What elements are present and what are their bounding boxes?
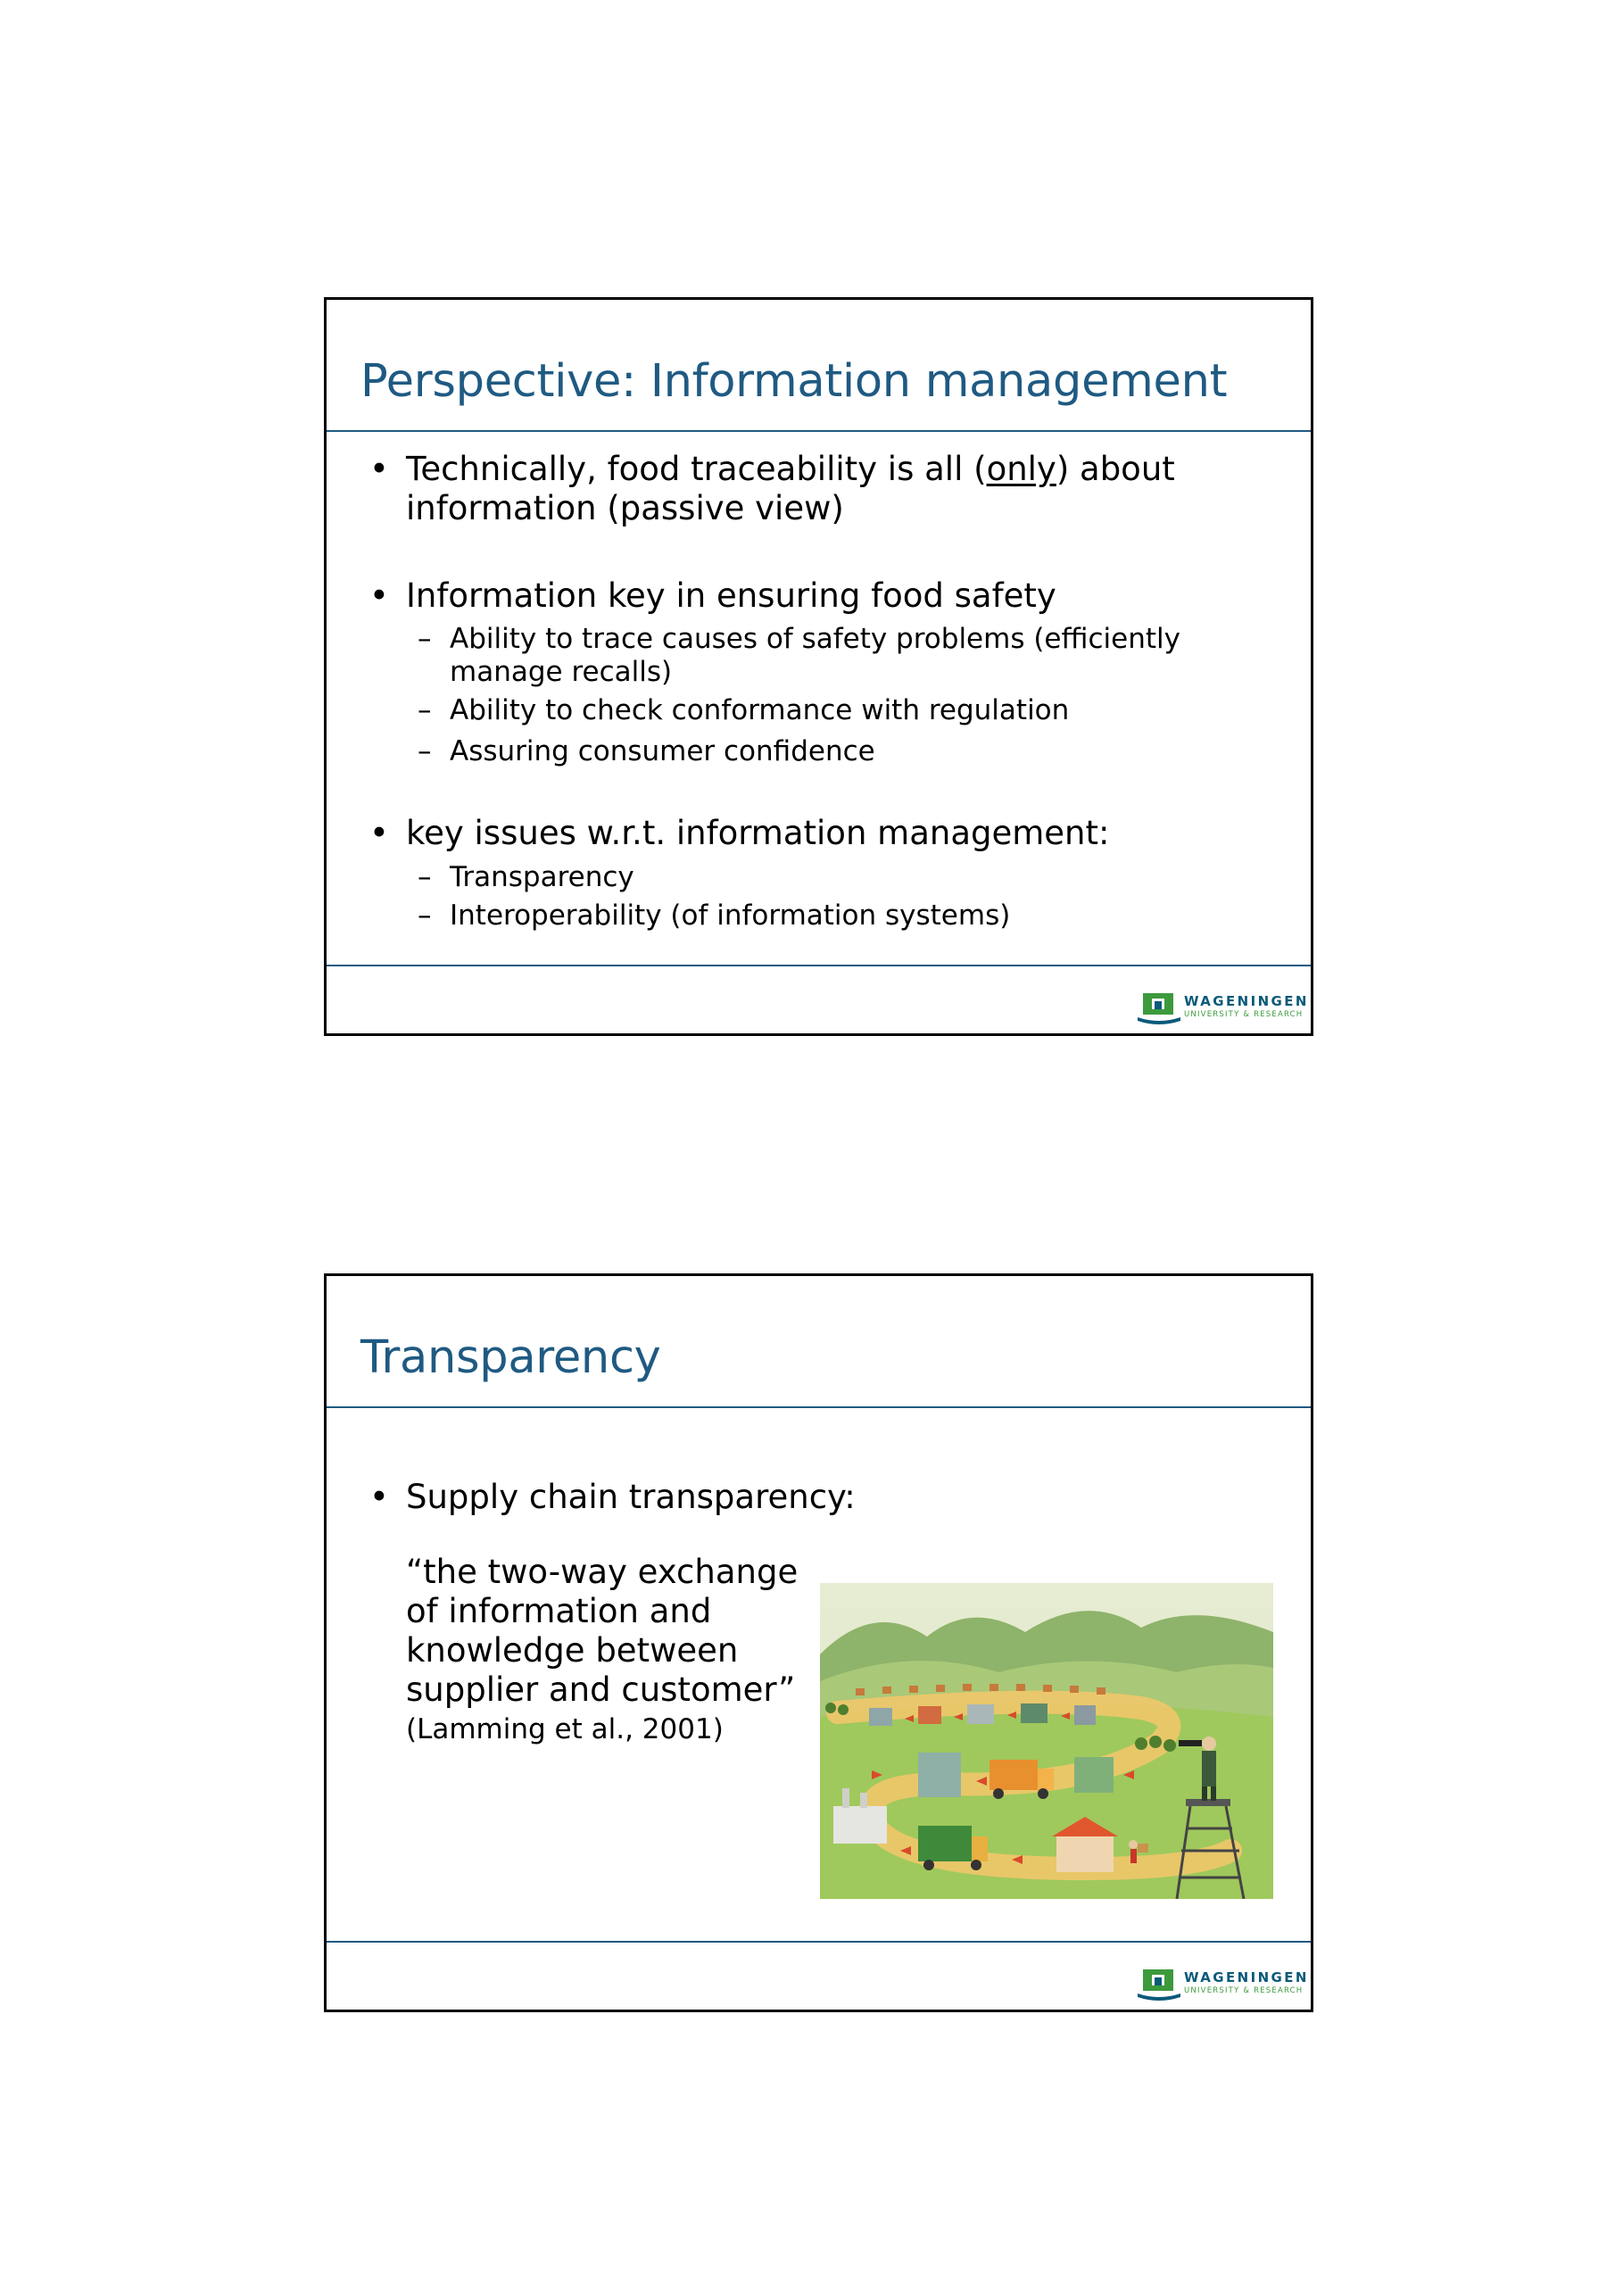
- logo-subtitle: UNIVERSITY & RESEARCH: [1184, 1010, 1304, 1019]
- definition-quote: “the two-way exchange of information and knowledge between supplier and customer”: [406, 1553, 799, 1709]
- dash-icon: –: [418, 735, 432, 767]
- bullet-dot-icon: •: [369, 1478, 389, 1516]
- footer-divider: [327, 965, 1311, 966]
- footer-divider: [327, 1941, 1311, 1943]
- citation: (Lamming et al., 2001): [406, 1713, 724, 1745]
- slide-transparency: [324, 1273, 1313, 2012]
- bullet-dot-icon: •: [369, 576, 389, 615]
- dash-icon: –: [418, 694, 432, 726]
- slide-information-management: [324, 297, 1313, 1036]
- bullet-text: key issues w.r.t. information management:: [406, 814, 1110, 852]
- bullet-text: Technically, food traceability is all (only) about information (passive view): [406, 450, 1175, 527]
- bullet-text: Information key in ensuring food safety: [406, 576, 1056, 615]
- dash-icon: –: [418, 861, 432, 893]
- sub-bullet-text: Interoperability (of information systems): [450, 899, 1011, 932]
- sub-bullet-text: Ability to trace causes of safety problems (efficiently manage recalls): [450, 623, 1180, 688]
- supply-chain-illustration: [820, 1583, 1273, 1899]
- sub-bullet-text: Ability to check conformance with regulation: [450, 694, 1070, 726]
- dash-icon: –: [418, 899, 432, 932]
- bullet-dot-icon: •: [369, 814, 389, 852]
- wageningen-logo: [1138, 1967, 1309, 2001]
- logo-subtitle: UNIVERSITY & RESEARCH: [1184, 1986, 1304, 1995]
- bullet-dot-icon: •: [369, 450, 389, 488]
- wageningen-mark-icon: [1138, 991, 1180, 1024]
- wageningen-logo: [1138, 991, 1309, 1024]
- emphasis-underline: only: [986, 450, 1056, 488]
- slide-title: Perspective: Information management: [360, 355, 1228, 408]
- slide-title: Transparency: [360, 1331, 661, 1384]
- logo-name: WAGENINGEN: [1184, 993, 1309, 1009]
- sub-bullet-text: Assuring consumer confidence: [450, 735, 875, 767]
- sub-bullet-text: Transparency: [450, 861, 634, 893]
- logo-name: WAGENINGEN: [1184, 1969, 1309, 1985]
- wageningen-mark-icon: [1138, 1967, 1180, 2001]
- bullet-text: Supply chain transparency:: [406, 1478, 856, 1516]
- title-divider: [327, 1406, 1311, 1408]
- dash-icon: –: [418, 623, 432, 655]
- title-divider: [327, 430, 1311, 432]
